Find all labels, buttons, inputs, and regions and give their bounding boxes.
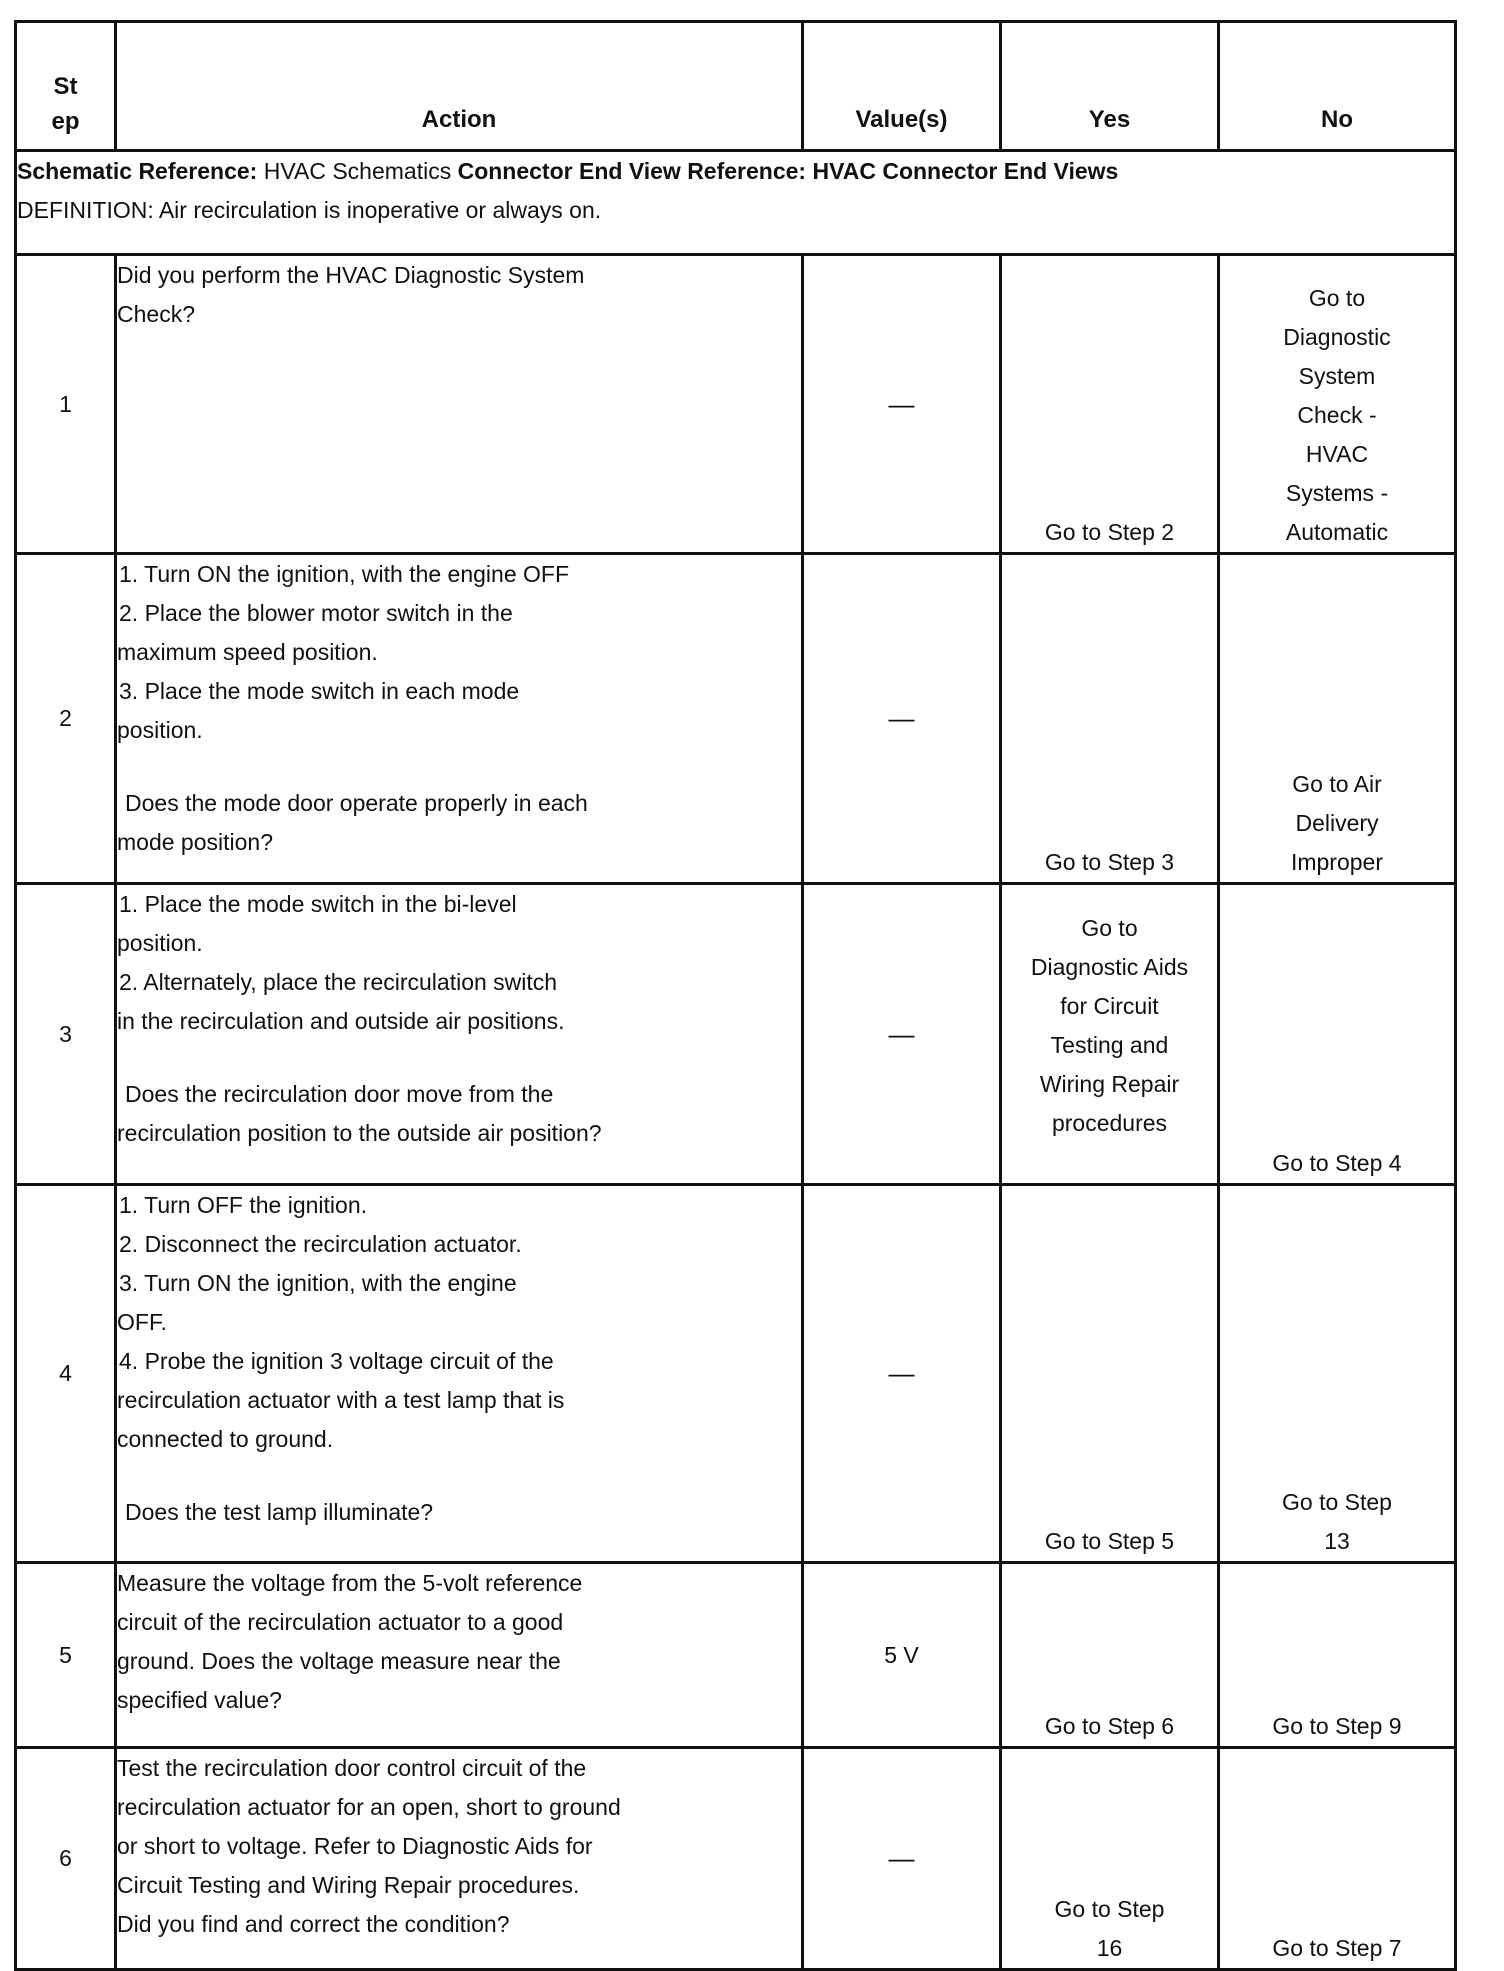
connector-reference-label: Connector End View Reference:: [457, 158, 807, 184]
value-cell: —: [803, 1185, 1001, 1563]
yes-line: procedures: [1051, 1110, 1168, 1136]
diagnostic-page: [14, 20, 1454, 1971]
no-line: Go to: [1308, 285, 1366, 311]
action-line: or short to voltage. Refer to Diagnostic Aids for: [117, 1833, 593, 1859]
no-line: Diagnostic: [1283, 324, 1391, 350]
action-cell: [116, 1748, 803, 1970]
yes-cell[interactable]: Go to Step 2: [1001, 255, 1219, 554]
no-cell[interactable]: [1219, 255, 1456, 554]
header-step-line-1: St: [53, 73, 78, 100]
no-line: Improper: [1290, 849, 1384, 875]
connector-reference-link[interactable]: HVAC Connector End Views: [812, 158, 1119, 184]
no-cell[interactable]: Go to Step 9: [1219, 1563, 1456, 1748]
value-cell: —: [803, 255, 1001, 554]
action-line: Did you perform the HVAC Diagnostic System: [117, 262, 585, 288]
header-action: Action: [116, 22, 803, 151]
step-row-2: [16, 554, 1456, 884]
action-line: in the recirculation and outside air positions.: [117, 1008, 565, 1034]
yes-line: Testing and: [1050, 1032, 1169, 1058]
step-number: 6: [16, 1748, 116, 1970]
no-cell[interactable]: [1219, 554, 1456, 884]
action-cell: [116, 255, 803, 554]
definition-text: DEFINITION: Air recirculation is inoperative or always on.: [17, 197, 602, 223]
yes-line: Go to: [1081, 915, 1138, 941]
no-line: 13: [1324, 1528, 1350, 1554]
value-cell: —: [803, 1748, 1001, 1970]
action-line: OFF.: [117, 1309, 167, 1335]
action-line: recirculation actuator with a test lamp that is: [117, 1387, 565, 1413]
action-line: 4. Probe the ignition 3 voltage circuit of the: [119, 1348, 554, 1374]
yes-line: Diagnostic Aids: [1030, 954, 1189, 980]
yes-line: 16: [1096, 1935, 1123, 1961]
no-cell[interactable]: Go to Step 4: [1219, 884, 1456, 1185]
step-row-5: [16, 1563, 1456, 1748]
diagnostic-table: [14, 20, 1457, 1971]
action-cell: [116, 554, 803, 884]
no-line: Delivery: [1295, 810, 1379, 836]
no-line: Systems -: [1285, 480, 1389, 506]
action-line: 2. Place the blower motor switch in the: [119, 600, 513, 626]
yes-cell[interactable]: [1001, 1748, 1219, 1970]
value-cell: 5 V: [803, 1563, 1001, 1748]
action-line: Check?: [117, 301, 195, 327]
action-line: specified value?: [117, 1687, 282, 1713]
action-line: Test the recirculation door control circuit of the: [117, 1755, 587, 1781]
action-line: maximum speed position.: [117, 639, 378, 665]
yes-line: Wiring Repair: [1039, 1071, 1180, 1097]
action-line: Measure the voltage from the 5-volt reference: [117, 1570, 583, 1596]
action-line: 1. Place the mode switch in the bi-level: [119, 891, 517, 917]
yes-line: Go to Step: [1054, 1896, 1165, 1922]
value-cell: —: [803, 884, 1001, 1185]
header-step-line-2: ep: [51, 108, 80, 135]
action-line: ground. Does the voltage measure near the: [117, 1648, 561, 1674]
action-line: 1. Turn ON the ignition, with the engine OFF: [119, 561, 570, 587]
action-line: Circuit Testing and Wiring Repair procedures.: [117, 1872, 580, 1898]
action-line: 3. Turn ON the ignition, with the engine: [119, 1270, 517, 1296]
step-row-1: [16, 255, 1456, 554]
step-number: 5: [16, 1563, 116, 1748]
question-line: mode position?: [117, 829, 273, 855]
no-line: Check -: [1297, 402, 1377, 428]
question-line: Does the test lamp illuminate?: [125, 1499, 434, 1525]
reference-row: [16, 151, 1456, 255]
header-row: [16, 22, 1456, 151]
action-cell: [116, 1563, 803, 1748]
question-line: Does the mode door operate properly in each: [125, 790, 588, 816]
action-cell: [116, 884, 803, 1185]
no-line: System: [1298, 363, 1376, 389]
action-line: position.: [117, 717, 203, 743]
no-cell[interactable]: [1219, 1185, 1456, 1563]
header-values: Value(s): [803, 22, 1001, 151]
value-cell: —: [803, 554, 1001, 884]
step-number: 2: [16, 554, 116, 884]
step-number: 1: [16, 255, 116, 554]
action-line: Did you find and correct the condition?: [117, 1911, 510, 1937]
action-line: recirculation actuator for an open, short to ground: [117, 1794, 621, 1820]
schematic-reference-link[interactable]: HVAC Schematics: [263, 158, 452, 184]
reference-cell: [16, 151, 1456, 255]
action-line: 2. Alternately, place the recirculation switch: [119, 969, 558, 995]
schematic-reference-label: Schematic Reference:: [17, 158, 258, 184]
header-step: [16, 22, 116, 151]
action-cell: [116, 1185, 803, 1563]
action-line: 1. Turn OFF the ignition.: [119, 1192, 368, 1218]
action-line: circuit of the recirculation actuator to a good: [117, 1609, 564, 1635]
yes-cell[interactable]: Go to Step 6: [1001, 1563, 1219, 1748]
no-cell[interactable]: Go to Step 7: [1219, 1748, 1456, 1970]
no-line: Go to Step: [1282, 1489, 1392, 1515]
yes-cell[interactable]: Go to Step 3: [1001, 554, 1219, 884]
step-row-4: [16, 1185, 1456, 1563]
step-row-3: [16, 884, 1456, 1185]
yes-cell[interactable]: Go to Step 5: [1001, 1185, 1219, 1563]
action-line: 3. Place the mode switch in each mode: [119, 678, 520, 704]
no-line: Automatic: [1285, 519, 1389, 545]
no-line: HVAC: [1305, 441, 1369, 467]
action-line: position.: [117, 930, 203, 956]
header-no: No: [1219, 22, 1456, 151]
action-line: connected to ground.: [117, 1426, 334, 1452]
reference-line: [17, 152, 1454, 191]
question-line: Does the recirculation door move from the: [125, 1081, 554, 1107]
header-yes: Yes: [1001, 22, 1219, 151]
yes-line: for Circuit: [1060, 993, 1159, 1019]
no-line: Go to Air: [1292, 771, 1382, 797]
yes-cell[interactable]: [1001, 884, 1219, 1185]
question-line: recirculation position to the outside air position?: [117, 1120, 602, 1146]
step-row-6: [16, 1748, 1456, 1970]
step-number: 3: [16, 884, 116, 1185]
step-number: 4: [16, 1185, 116, 1563]
action-line: 2. Disconnect the recirculation actuator.: [119, 1231, 522, 1257]
